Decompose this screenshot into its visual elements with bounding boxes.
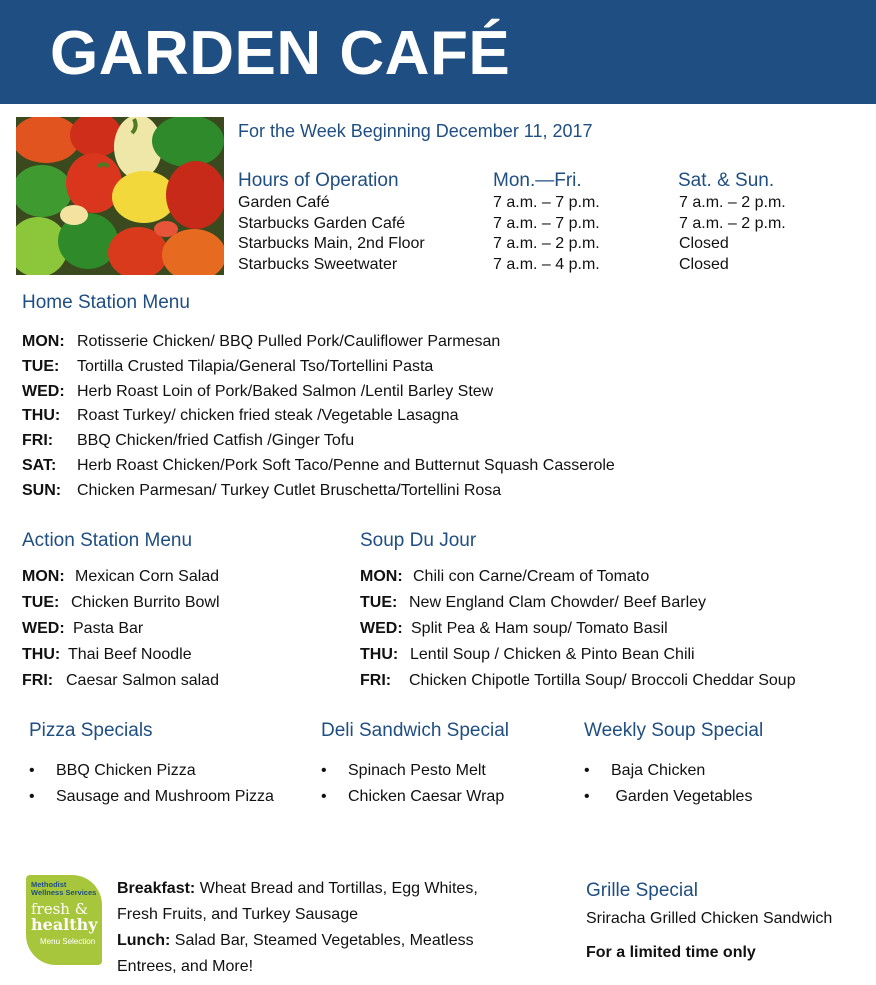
action-station-list	[22, 564, 220, 694]
hours-location-name: Starbucks Main, 2nd Floor	[238, 235, 425, 253]
breakfast-lunch-block	[117, 876, 517, 980]
fresh-healthy-logo	[26, 875, 102, 965]
hours-location-name: Starbucks Garden Café	[238, 214, 406, 232]
hours-weekend-value: Closed	[679, 235, 729, 253]
menu-line	[360, 564, 796, 590]
menu-line	[22, 668, 220, 694]
menu-text: BBQ Chicken/fried Catfish /Ginger Tofu	[77, 432, 355, 450]
day-label: MON:	[22, 568, 65, 585]
day-label: THU:	[22, 646, 61, 663]
menu-text: Herb Roast Chicken/Pork Soft Taco/Penne and Butternut Squash Casserole	[77, 456, 615, 474]
hours-heading: Hours of Operation	[238, 170, 399, 191]
day-label: MON:	[360, 568, 403, 585]
pizza-specials-heading: Pizza Specials	[29, 720, 153, 741]
week-heading: For the Week Beginning December 11, 2017	[238, 121, 593, 141]
hours-weekday-values	[493, 193, 600, 276]
menu-line	[22, 590, 220, 616]
list-item: • Baja Chicken	[584, 760, 752, 786]
menu-text: Lentil Soup / Chicken & Pinto Bean Chili	[410, 646, 695, 663]
list-item: • Spinach Pesto Melt	[321, 760, 504, 786]
day-label: FRI:	[22, 432, 54, 450]
day-label: TUE:	[22, 357, 60, 375]
menu-text: Split Pea & Ham soup/ Tomato Basil	[411, 620, 668, 637]
list-item: • Sausage and Mushroom Pizza	[29, 786, 274, 812]
day-label: WED:	[22, 620, 65, 637]
hours-weekend-value: Closed	[679, 256, 729, 274]
logo-menu-text: Menu Selection	[40, 937, 96, 946]
list-item: • Garden Vegetables	[584, 786, 752, 812]
menu-text: Chicken Parmesan/ Turkey Cutlet Bruschetta/Tortellini Rosa	[77, 481, 502, 499]
menu-line	[360, 642, 796, 668]
menu-text: Roast Turkey/ chicken fried steak /Vegetable Lasagna	[77, 407, 459, 425]
menu-line	[22, 616, 220, 642]
grille-special-item: Sriracha Grilled Chicken Sandwich	[586, 910, 833, 927]
lunch-line	[117, 928, 517, 980]
grille-special-note: For a limited time only	[586, 944, 756, 961]
day-label: WED:	[360, 620, 403, 637]
hours-weekend-values	[679, 193, 786, 276]
menu-text: Thai Beef Noodle	[68, 646, 192, 663]
logo-healthy-text: healthy	[31, 915, 98, 934]
hours-weekday-value: 7 a.m. – 7 p.m.	[493, 194, 600, 211]
logo-fresh-text: fresh &	[31, 900, 89, 918]
list-item: • BBQ Chicken Pizza	[29, 760, 274, 786]
menu-line	[22, 454, 615, 479]
menu-text: Caesar Salmon salad	[66, 672, 219, 689]
hours-location-name: Garden Café	[238, 194, 330, 211]
page-title: GARDEN CAFÉ	[50, 19, 511, 88]
day-label: SUN:	[22, 481, 62, 499]
deli-special-heading: Deli Sandwich Special	[321, 720, 509, 741]
soup-du-jour-list	[360, 564, 796, 694]
menu-line	[22, 429, 615, 454]
day-label: MON:	[22, 333, 65, 350]
menu-line	[360, 590, 796, 616]
hours-location-name: Starbucks Sweetwater	[238, 256, 398, 274]
hours-weekday-value: 7 a.m. – 2 p.m.	[493, 235, 600, 253]
deli-special-list	[321, 760, 504, 812]
hours-weekend-value: 7 a.m. – 2 p.m.	[679, 194, 786, 211]
menu-line	[22, 479, 615, 504]
menu-text: Rotisserie Chicken/ BBQ Pulled Pork/Cauliflower Parmesan	[77, 333, 501, 350]
menu-line	[22, 642, 220, 668]
pizza-specials-list	[29, 760, 274, 812]
menu-line	[360, 668, 796, 694]
menu-text: Chicken Burrito Bowl	[71, 594, 220, 611]
day-label: WED:	[22, 382, 65, 400]
weekly-soup-list	[584, 760, 752, 812]
breakfast-text: Wheat Bread and Tortillas, Egg Whites, Fresh Fruits, and Turkey Sausage	[117, 880, 478, 923]
menu-line	[22, 564, 220, 590]
home-station-list	[22, 330, 615, 504]
menu-line	[22, 380, 615, 405]
peppers-photo	[16, 117, 224, 275]
breakfast-line	[117, 876, 517, 928]
logo-org-text: Methodist Wellness Services	[31, 880, 97, 897]
hours-weekday-value: 7 a.m. – 7 p.m.	[493, 214, 600, 232]
hours-weekend-header: Sat. & Sun.	[678, 170, 775, 191]
menu-text: Tortilla Crusted Tilapia/General Tso/Tortellini Pasta	[77, 357, 434, 375]
grille-special-heading: Grille Special	[586, 880, 698, 901]
menu-text: Pasta Bar	[73, 620, 144, 637]
hours-weekday-header: Mon.—Fri.	[493, 170, 582, 191]
peppers-image	[16, 117, 224, 275]
menu-line	[22, 404, 615, 429]
list-item: • Chicken Caesar Wrap	[321, 786, 504, 812]
day-label: THU:	[360, 646, 399, 663]
lunch-text: Salad Bar, Steamed Vegetables, Meatless Entrees, and More!	[117, 932, 474, 975]
weekly-soup-heading: Weekly Soup Special	[584, 720, 764, 741]
breakfast-label: Breakfast:	[117, 880, 196, 897]
day-label: FRI:	[360, 672, 392, 689]
menu-text: Mexican Corn Salad	[75, 568, 220, 585]
soup-du-jour-heading: Soup Du Jour	[360, 530, 477, 551]
day-label: SAT:	[22, 456, 57, 474]
hours-weekday-value: 7 a.m. – 4 p.m.	[493, 256, 600, 274]
menu-line	[22, 355, 615, 380]
menu-text: Chili con Carne/Cream of Tomato	[413, 568, 650, 585]
hours-names	[238, 193, 425, 276]
menu-text: Chicken Chipotle Tortilla Soup/ Broccoli Cheddar Soup	[409, 672, 796, 689]
day-label: TUE:	[22, 594, 60, 611]
menu-text: New England Clam Chowder/ Beef Barley	[409, 594, 707, 611]
action-station-heading: Action Station Menu	[22, 530, 193, 551]
day-label: TUE:	[360, 594, 398, 611]
menu-text: Herb Roast Loin of Pork/Baked Salmon /Lentil Barley Stew	[77, 382, 494, 400]
hours-weekend-value: 7 a.m. – 2 p.m.	[679, 214, 786, 232]
menu-line	[22, 330, 615, 355]
home-station-heading: Home Station Menu	[22, 292, 190, 313]
day-label: THU:	[22, 407, 61, 425]
menu-line	[360, 616, 796, 642]
day-label: FRI:	[22, 672, 54, 689]
lunch-label: Lunch:	[117, 932, 171, 949]
